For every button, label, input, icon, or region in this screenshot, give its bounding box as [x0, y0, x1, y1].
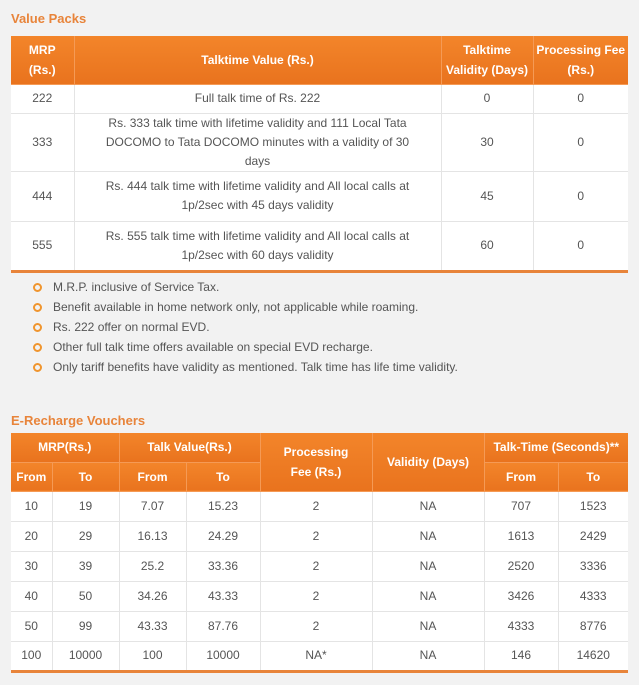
table-row — [11, 171, 628, 221]
table-row — [11, 581, 628, 611]
talk-time-from-cell: 3426 — [484, 581, 558, 611]
processing-fee-cell: 2 — [260, 521, 372, 551]
bullet-icon — [33, 323, 42, 332]
talktime-value-cell: Rs. 333 talk time with lifetime validity and 111 Local Tata DOCOMO to Tata DOCOMO minutes with a validity of 30 days — [74, 113, 441, 171]
value-packs-notes — [30, 277, 458, 377]
processing-fee-cell: 2 — [260, 581, 372, 611]
bullet-icon — [33, 283, 42, 292]
mrp-cell: 555 — [11, 221, 74, 271]
table-row — [11, 84, 628, 113]
talk-time-to-cell: 4333 — [558, 581, 628, 611]
validity-cell: NA — [372, 641, 484, 671]
header-talktime-validity: Talktime Validity (Days) — [441, 36, 533, 84]
mrp-cell: 333 — [11, 113, 74, 171]
e-recharge-title: E-Recharge Vouchers — [11, 413, 146, 428]
talk-time-to-cell: 14620 — [558, 641, 628, 671]
header-mrp: MRP (Rs.) — [11, 36, 74, 84]
processing-fee-cell: 0 — [533, 221, 628, 271]
talk-time-from-cell: 2520 — [484, 551, 558, 581]
note-text: Benefit available in home network only, not applicable while roaming. — [53, 300, 419, 314]
talk-time-to-cell: 1523 — [558, 491, 628, 521]
note-text: Rs. 222 offer on normal EVD. — [53, 320, 210, 334]
mrp-to-cell: 39 — [52, 551, 119, 581]
note-text: M.R.P. inclusive of Service Tax. — [53, 280, 220, 294]
talk-value-from-cell: 16.13 — [119, 521, 186, 551]
processing-fee-cell: NA* — [260, 641, 372, 671]
e-recharge-table — [11, 433, 628, 673]
header-talk-time: Talk-Time (Seconds)** — [484, 433, 628, 462]
table-row — [11, 551, 628, 581]
talk-value-to-cell: 10000 — [186, 641, 260, 671]
mrp-cell: 222 — [11, 84, 74, 113]
header-validity: Validity (Days) — [372, 433, 484, 491]
subheader-from: From — [484, 462, 558, 491]
validity-cell: NA — [372, 491, 484, 521]
mrp-from-cell: 20 — [11, 521, 52, 551]
subheader-to: To — [52, 462, 119, 491]
table-row — [11, 641, 628, 671]
talk-time-from-cell: 707 — [484, 491, 558, 521]
subheader-from: From — [11, 462, 52, 491]
table-row — [11, 521, 628, 551]
bullet-icon — [33, 343, 42, 352]
talk-value-to-cell: 33.36 — [186, 551, 260, 581]
talktime-value-cell: Full talk time of Rs. 222 — [74, 84, 441, 113]
value-packs-table — [11, 36, 628, 273]
note-item — [30, 277, 458, 297]
header-mrp: MRP(Rs.) — [11, 433, 119, 462]
table-row — [11, 611, 628, 641]
note-item — [30, 317, 458, 337]
mrp-to-cell: 19 — [52, 491, 119, 521]
note-item — [30, 337, 458, 357]
talk-value-to-cell: 15.23 — [186, 491, 260, 521]
note-text: Only tariff benefits have validity as mentioned. Talk time has life time validity. — [53, 360, 458, 374]
mrp-from-cell: 50 — [11, 611, 52, 641]
validity-cell: 60 — [441, 221, 533, 271]
validity-cell: NA — [372, 611, 484, 641]
processing-fee-cell: 2 — [260, 551, 372, 581]
table-row — [11, 491, 628, 521]
validity-cell: 45 — [441, 171, 533, 221]
talk-value-to-cell: 24.29 — [186, 521, 260, 551]
talk-value-from-cell: 34.26 — [119, 581, 186, 611]
talk-value-from-cell: 25.2 — [119, 551, 186, 581]
validity-cell: 30 — [441, 113, 533, 171]
header-processing-fee: Processing Fee (Rs.) — [533, 36, 628, 84]
processing-fee-cell: 0 — [533, 84, 628, 113]
bullet-icon — [33, 363, 42, 372]
mrp-to-cell: 50 — [52, 581, 119, 611]
mrp-to-cell: 29 — [52, 521, 119, 551]
value-packs-title: Value Packs — [11, 11, 87, 26]
talk-time-to-cell: 8776 — [558, 611, 628, 641]
note-item — [30, 357, 458, 377]
validity-cell: 0 — [441, 84, 533, 113]
processing-fee-cell: 0 — [533, 113, 628, 171]
bullet-icon — [33, 303, 42, 312]
processing-fee-cell: 2 — [260, 491, 372, 521]
talk-time-to-cell: 2429 — [558, 521, 628, 551]
mrp-from-cell: 10 — [11, 491, 52, 521]
talktime-value-cell: Rs. 444 talk time with lifetime validity and All local calls at 1p/2sec with 45 days validity — [74, 171, 441, 221]
mrp-to-cell: 99 — [52, 611, 119, 641]
mrp-from-cell: 100 — [11, 641, 52, 671]
header-talk-value: Talk Value(Rs.) — [119, 433, 260, 462]
mrp-from-cell: 30 — [11, 551, 52, 581]
mrp-cell: 444 — [11, 171, 74, 221]
note-item — [30, 297, 458, 317]
talktime-value-cell: Rs. 555 talk time with lifetime validity and All local calls at 1p/2sec with 60 days validity — [74, 221, 441, 271]
talk-value-to-cell: 43.33 — [186, 581, 260, 611]
header-talktime-value: Talktime Value (Rs.) — [74, 36, 441, 84]
subheader-from: From — [119, 462, 186, 491]
validity-cell: NA — [372, 521, 484, 551]
mrp-to-cell: 10000 — [52, 641, 119, 671]
talk-value-to-cell: 87.76 — [186, 611, 260, 641]
talk-time-from-cell: 4333 — [484, 611, 558, 641]
talk-value-from-cell: 43.33 — [119, 611, 186, 641]
talk-value-from-cell: 7.07 — [119, 491, 186, 521]
subheader-to: To — [558, 462, 628, 491]
validity-cell: NA — [372, 551, 484, 581]
processing-fee-cell: 0 — [533, 171, 628, 221]
subheader-to: To — [186, 462, 260, 491]
table-row — [11, 113, 628, 171]
talk-time-from-cell: 146 — [484, 641, 558, 671]
mrp-from-cell: 40 — [11, 581, 52, 611]
note-text: Other full talk time offers available on special EVD recharge. — [53, 340, 373, 354]
header-processing-fee: Processing Fee (Rs.) — [260, 433, 372, 491]
table-row — [11, 221, 628, 271]
talk-time-to-cell: 3336 — [558, 551, 628, 581]
talk-time-from-cell: 1613 — [484, 521, 558, 551]
talk-value-from-cell: 100 — [119, 641, 186, 671]
validity-cell: NA — [372, 581, 484, 611]
processing-fee-cell: 2 — [260, 611, 372, 641]
